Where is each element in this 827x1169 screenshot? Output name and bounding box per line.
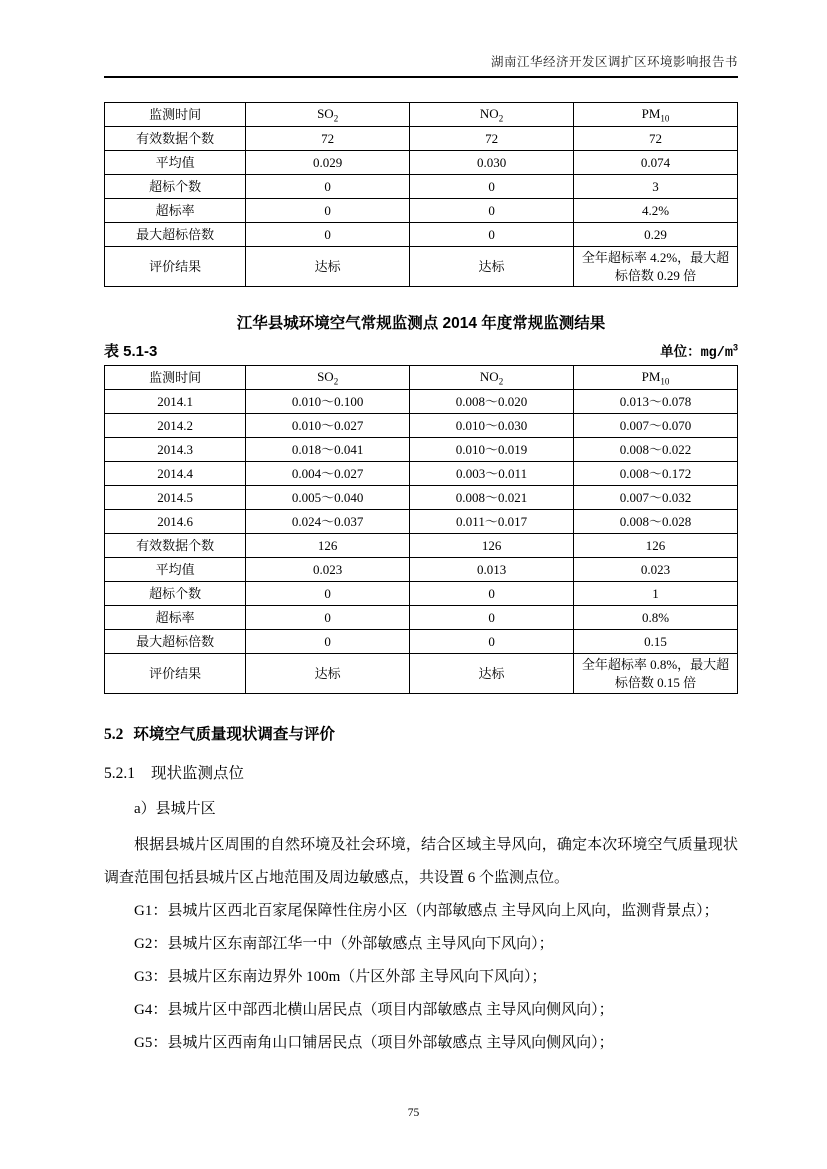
table-cell: 最大超标倍数 — [105, 223, 246, 247]
table-cell: 平均值 — [105, 558, 246, 582]
table-header-cell: $PM_{10}$ — [574, 103, 738, 127]
table-row — [105, 151, 738, 175]
table-cell: 0.013 — [410, 558, 574, 582]
table-row — [105, 390, 738, 414]
table-cell: 评价结果 — [105, 247, 246, 287]
page-header — [104, 52, 738, 78]
table-cell: 达标 — [410, 654, 574, 694]
table-header-cell: $NO_2$ — [410, 366, 574, 390]
table-cell: 72 — [410, 127, 574, 151]
table-cell: 0 — [410, 606, 574, 630]
table2-caption-row — [104, 340, 738, 361]
table-cell: 0.010～0.027 — [246, 414, 410, 438]
table-cell: 2014.4 — [105, 462, 246, 486]
heading-5-2 — [104, 722, 738, 744]
table-cell: 平均值 — [105, 151, 246, 175]
table-cell: 2014.5 — [105, 486, 246, 510]
table-cell: 0.023 — [574, 558, 738, 582]
table-cell: 126 — [574, 534, 738, 558]
table-cell: 0.010～0.030 — [410, 414, 574, 438]
heading-5-2-1-number: 5.2.1 — [104, 765, 135, 782]
table2-title: 江华县城环境空气常规监测点 2014 年度常规监测结果 — [236, 315, 606, 332]
table-cell: 0.024～0.037 — [246, 510, 410, 534]
table-row — [105, 438, 738, 462]
table-header-cell: 监测时间 — [105, 366, 246, 390]
table-cell: 0 — [246, 582, 410, 606]
table-cell: 达标 — [410, 247, 574, 287]
table-row — [105, 630, 738, 654]
table-cell: 0.15 — [574, 630, 738, 654]
annual-summary-table — [104, 102, 738, 287]
table-cell: 评价结果 — [105, 654, 246, 694]
table-cell: 0.004～0.027 — [246, 462, 410, 486]
table-cell: 达标 — [246, 654, 410, 694]
table-cell: 0.074 — [574, 151, 738, 175]
table-header-row — [105, 103, 738, 127]
list-item-g1: G1：县城片区西北百家尾保障性住房小区（内部敏感点 主导风向上风向，监测背景点）； — [134, 903, 719, 919]
table-row — [105, 462, 738, 486]
table2-label: 表 5.1-3 — [104, 343, 158, 360]
table-header-cell: $SO_2$ — [246, 366, 410, 390]
table-cell: 126 — [246, 534, 410, 558]
table-cell: 0.008～0.020 — [410, 390, 574, 414]
table-row — [105, 582, 738, 606]
table-cell: 4.2% — [574, 199, 738, 223]
monthly-monitoring-table — [104, 365, 738, 694]
table-cell: 0.030 — [410, 151, 574, 175]
table-cell: 0.003～0.011 — [410, 462, 574, 486]
table-cell: 0.008～0.172 — [574, 462, 738, 486]
table-cell: 0 — [246, 199, 410, 223]
table-cell: 超标率 — [105, 606, 246, 630]
table-cell: 超标率 — [105, 199, 246, 223]
table-cell: 0.029 — [246, 151, 410, 175]
table-cell: 0 — [410, 630, 574, 654]
table-cell: 0 — [410, 175, 574, 199]
table-row — [105, 534, 738, 558]
table2-unit-exponent: 3 — [732, 342, 738, 353]
table-cell: 0.018～0.041 — [246, 438, 410, 462]
table-cell: 超标个数 — [105, 175, 246, 199]
table-cell: 0.008～0.022 — [574, 438, 738, 462]
table-cell: 最大超标倍数 — [105, 630, 246, 654]
table-cell: 72 — [574, 127, 738, 151]
table-cell: 1 — [574, 582, 738, 606]
list-item-g2: G2：县城片区东南部江华一中（外部敏感点 主导风向下风向）； — [134, 936, 554, 952]
table-row — [105, 127, 738, 151]
table-cell: 0.29 — [574, 223, 738, 247]
table-cell: 0.8% — [574, 606, 738, 630]
list-item-g5: G5：县城片区西南角山口铺居民点（项目外部敏感点 主导风向侧风向）； — [134, 1035, 614, 1051]
table-cell: 0.013～0.078 — [574, 390, 738, 414]
list-item-g4: G4：县城片区中部西北横山居民点（项目内部敏感点 主导风向侧风向）； — [134, 1002, 614, 1018]
table-row — [105, 414, 738, 438]
table-row — [105, 654, 738, 694]
header-title: 湖南江华经济开发区调扩区环境影响报告书 — [490, 55, 738, 69]
table-row — [105, 510, 738, 534]
table-cell: 有效数据个数 — [105, 534, 246, 558]
table-header-row — [105, 366, 738, 390]
table-cell: 0.008～0.028 — [574, 510, 738, 534]
table-cell: 0.007～0.032 — [574, 486, 738, 510]
page-number: 75 — [407, 1107, 420, 1119]
table-cell: 有效数据个数 — [105, 127, 246, 151]
table-row — [105, 247, 738, 287]
table-cell: 超标个数 — [105, 582, 246, 606]
list-item-a: a）县城片区 — [134, 801, 216, 817]
table2-unit-value: mg/m — [700, 346, 733, 361]
table-cell: 0 — [246, 175, 410, 199]
table-row — [105, 223, 738, 247]
table-row — [105, 486, 738, 510]
table-cell: 0.008～0.021 — [410, 486, 574, 510]
monitoring-points-list — [104, 895, 738, 1060]
heading-5-2-1 — [104, 761, 738, 783]
table-cell: 126 — [410, 534, 574, 558]
table2-unit — [660, 340, 738, 361]
table-cell: 2014.1 — [105, 390, 246, 414]
table-cell: 0.005～0.040 — [246, 486, 410, 510]
table-cell: 0 — [246, 223, 410, 247]
heading-5-2-number: 5.2 — [104, 726, 124, 743]
table-cell: 全年超标率 4.2%，最大超标倍数 0.29 倍 — [574, 247, 738, 287]
table-cell: 0 — [246, 630, 410, 654]
table-header-cell: 监测时间 — [105, 103, 246, 127]
table-header-cell: $PM_{10}$ — [574, 366, 738, 390]
table-cell: 0.010～0.019 — [410, 438, 574, 462]
table-row — [105, 199, 738, 223]
table-cell: 2014.2 — [105, 414, 246, 438]
table-header-cell: $SO_2$ — [246, 103, 410, 127]
table-cell: 0 — [410, 582, 574, 606]
table-header-cell: $NO_2$ — [410, 103, 574, 127]
table-cell: 2014.6 — [105, 510, 246, 534]
heading-5-2-text: 环境空气质量现状调查与评价 — [133, 726, 335, 743]
table-cell: 0.023 — [246, 558, 410, 582]
table-row — [105, 175, 738, 199]
intro-paragraph: 根据县城片区周围的自然环境及社会环境，结合区域主导风向，确定本次环境空气质量现状调查范围包括县城片区占地范围及周边敏感点，共设置 6 个监测点位。 — [104, 837, 738, 886]
heading-5-2-1-text: 现状监测点位 — [151, 765, 245, 782]
table-cell: 0.011～0.017 — [410, 510, 574, 534]
table-cell: 达标 — [246, 247, 410, 287]
table-row — [105, 558, 738, 582]
table-cell: 0.010～0.100 — [246, 390, 410, 414]
table2-unit-prefix: 单位： — [660, 344, 701, 359]
list-item-g3: G3：县城片区东南边界外 100m（片区外部 主导风向下风向）； — [134, 969, 547, 985]
table-cell: 2014.3 — [105, 438, 246, 462]
table-cell: 0.007～0.070 — [574, 414, 738, 438]
table-cell: 0 — [246, 606, 410, 630]
table-cell: 全年超标率 0.8%，最大超标倍数 0.15 倍 — [574, 654, 738, 694]
table-row — [105, 606, 738, 630]
table-cell: 3 — [574, 175, 738, 199]
table-cell: 0 — [410, 223, 574, 247]
table-cell: 0 — [410, 199, 574, 223]
table-cell: 72 — [246, 127, 410, 151]
